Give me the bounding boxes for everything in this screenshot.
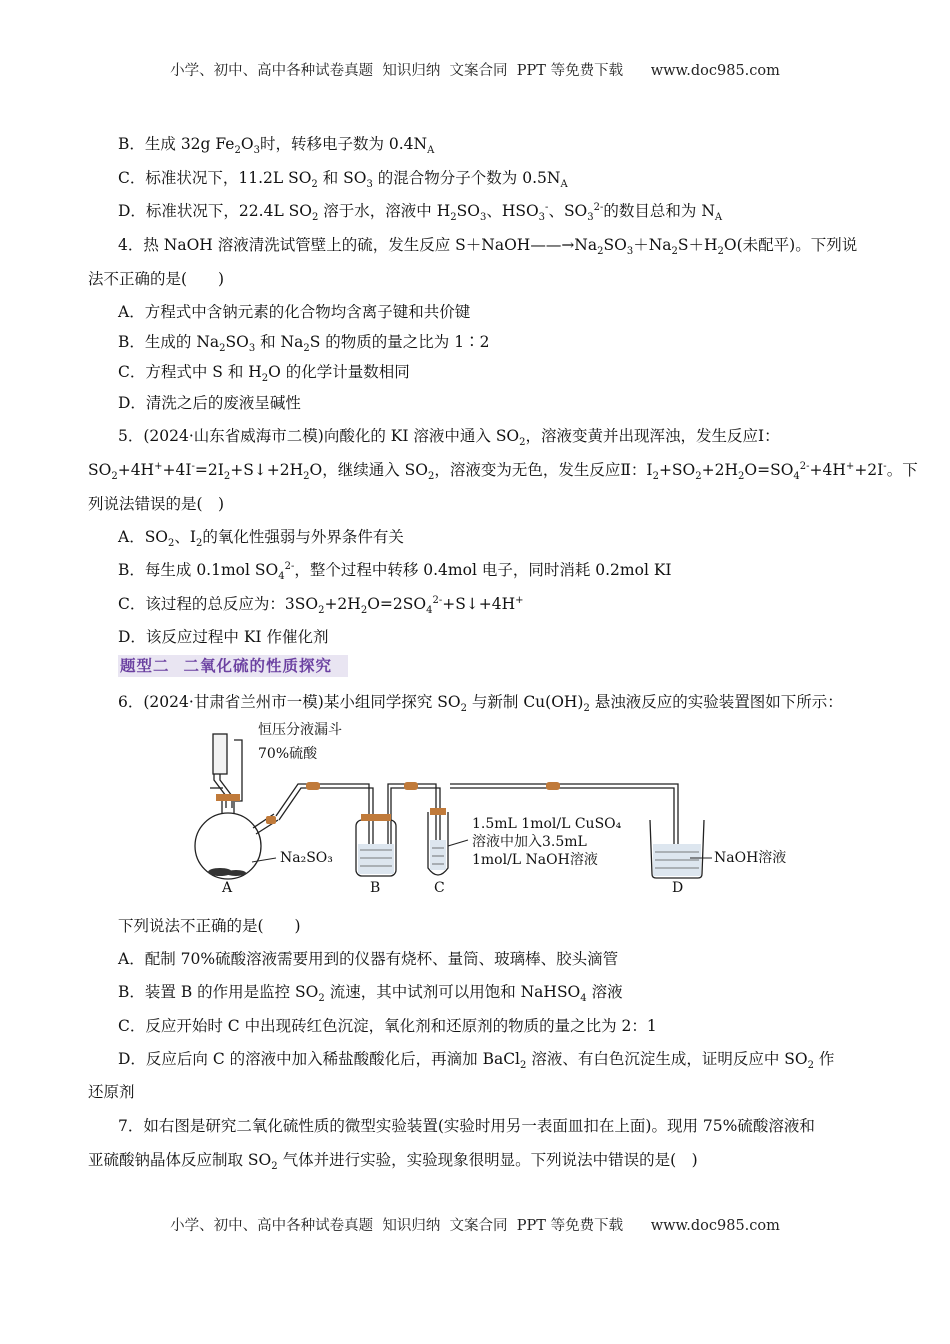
section-label: 题型二 (120, 656, 170, 675)
section-heading (118, 655, 348, 677)
c-label-2: 溶液中加入3.5mL (472, 834, 587, 850)
q4-option-c: C．方程式中 S 和 $H_2O$ 的化学计量数相同 (118, 363, 410, 385)
footer-text: 小学、初中、高中各种试卷真题 知识归纳 文案合同 PPT 等免费下载 (170, 1218, 624, 1234)
q6-option-d-line1: D．反应后向 C 的溶液中加入稀盐酸酸化后，再滴加 BaCl$_2$ 溶液、有白色沉淀生成，证明反应中 $SO_2$ 作 (118, 1050, 835, 1072)
q4-option-d: D．清洗之后的废液呈碱性 (118, 394, 301, 412)
stopper-a (216, 794, 240, 801)
q6-option-d-line2: 还原剂 (88, 1083, 135, 1101)
c-label-3: 1mol/L NaOH溶液 (472, 852, 598, 868)
page-footer (0, 1214, 950, 1235)
letter-a: A (222, 880, 233, 896)
q3-option-c: C．标准状况下，11.2L $SO_2$ 和 $SO_3$ 的混合物分子个数为 $0.5N_A$ (118, 169, 568, 191)
q3-option-d: D．标准状况下，22.4L $SO_2$ 溶于水，溶液中 $H_2SO_3$、$HSO_3^-$、$SO_3^{2-}$的数目总和为 $N_A$ (118, 201, 723, 224)
liquid-b (358, 844, 394, 874)
section-title: 二氧化硫的性质探究 (183, 656, 333, 675)
q3-option-b: B．生成 32g $Fe_2O_3$时，转移电子数为 $0.4N_A$ (118, 135, 435, 157)
q5-option-b: B．每生成 0.1mol $SO_4^{2-}$，整个过程中转移 0.4mol 电子，同时消耗 0.2mol KI (118, 560, 672, 583)
q7-stem-line1: 7．如右图是研究二氧化硫性质的微型实验装置(实验时用另一表面皿扣在上面)。现用 75%硫酸溶液和 (118, 1117, 815, 1135)
q4-option-b: B．生成的 $Na_2SO_3$ 和 $Na_2S$ 的物质的量之比为 1∶2 (118, 333, 490, 355)
q5-stem-line2: $SO_2+4H^++4I^-=2I_2+S↓+2H_2O$，继续通入 $SO_2$，溶液变为无色，发生反应Ⅱ：$I_2+SO_2+2H_2O=SO_4^{2-}+4H^++2I^-$。下 (88, 460, 918, 483)
q7-stem-line2: 亚硫酸钠晶体反应制取 $SO_2$ 气体并进行实验，实验现象很明显。下列说法中错误的是( ) (88, 1151, 698, 1173)
liquid-c (430, 840, 446, 870)
q5-option-d: D．该反应过程中 KI 作催化剂 (118, 628, 329, 646)
stopper-c (430, 808, 446, 815)
letter-b: B (370, 880, 381, 896)
header-text: 小学、初中、高中各种试卷真题 知识归纳 文案合同 PPT 等免费下载 (170, 63, 624, 79)
flask-label: Na₂SO₃ (280, 850, 333, 866)
q6-stem: 6．(2024·甘肃省兰州市一模)某小组同学探究 $SO_2$ 与新制 $Cu(OH)_2$ 悬浊液反应的实验装置图如下所示： (118, 693, 843, 715)
q5-option-a: A．$SO_2$、$I_2$的氧化性强弱与外界条件有关 (118, 528, 404, 550)
q5-stem-line1: 5．(2024·山东省威海市二模)向酸化的 KI 溶液中通入 $SO_2$，溶液变黄并出现浑浊，发生反应Ⅰ： (118, 427, 780, 449)
gas-tube-b-c (388, 784, 436, 868)
acid-label: 70%硫酸 (258, 746, 318, 762)
q4-option-a: A．方程式中含钠元素的化合物均含离子键和共价键 (118, 303, 471, 321)
page-header (0, 59, 950, 80)
q4-stem-line2: 法不正确的是( ) (88, 270, 225, 288)
q6-option-a: A．配制 70%硫酸溶液需要用到的仪器有烧杯、量筒、玻璃棒、胶头滴管 (118, 950, 619, 968)
q5-option-c: C．该过程的总反应为：$3SO_2+2H_2O=2SO_4^{2-}+S↓+4H^+$ (118, 594, 524, 617)
d-label: NaOH溶液 (714, 850, 787, 866)
footer-url: www.doc985.com (650, 1218, 780, 1234)
q4-stem-line1: 4．热 NaOH 溶液清洗试管壁上的硫，发生反应 $S+NaOH——\to Na_2SO_3+Na_2S+H_2O$(未配平)。下列说 (118, 236, 858, 258)
letter-c: C (434, 880, 445, 896)
q6-ask: 下列说法不正确的是( ) (118, 917, 301, 935)
pressure-equalizing-tube (234, 740, 242, 801)
q6-option-c: C．反应开始时 C 中出现砖红色沉淀，氧化剂和还原剂的物质的量之比为 2：1 (118, 1017, 657, 1035)
funnel-label: 恒压分液漏斗 (258, 722, 342, 738)
c-label-1: 1.5mL 1mol/L CuSO₄ (472, 816, 622, 832)
na2so3-solid (208, 868, 246, 876)
q5-stem-line3: 列说法错误的是( ) (88, 495, 225, 513)
stopper-b (361, 814, 391, 821)
q6-option-b: B．装置 B 的作用是监控 $SO_2$ 流速，其中试剂可以用饱和 NaHSO$_4$ 溶液 (118, 983, 623, 1005)
letter-d: D (672, 880, 684, 896)
header-url: www.doc985.com (650, 63, 780, 79)
experiment-apparatus-figure (190, 716, 810, 898)
